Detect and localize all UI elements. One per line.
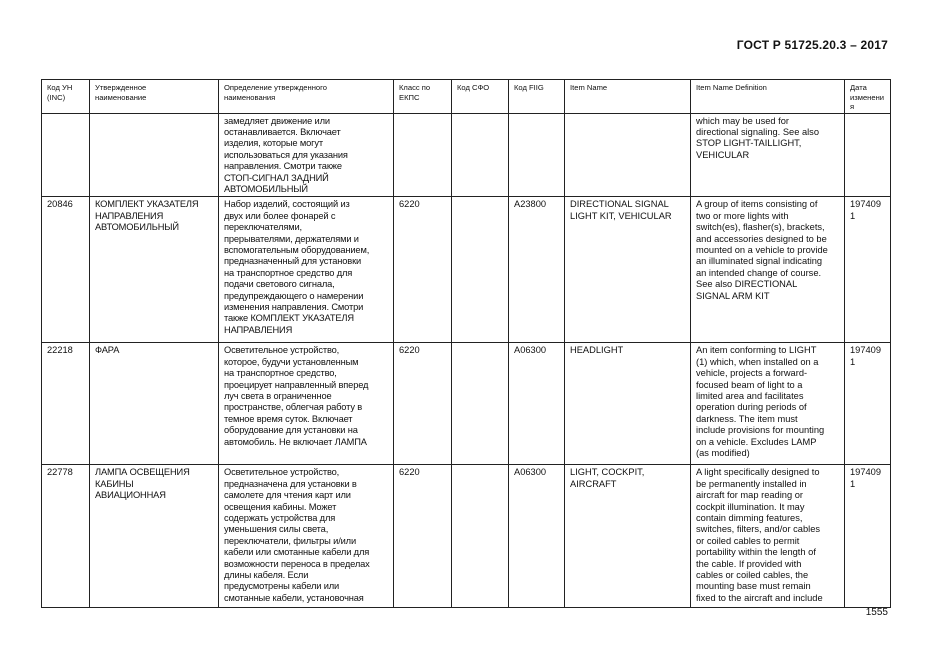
cell-fiig-code: A23800 xyxy=(509,197,565,343)
cell-approved-name-definition: Набор изделий, состоящий из двух или более фонарей с переключателями, прерывателями, держателями и вспомогательным оборудованием, предназначенный для установки на транспортное средство для подачи светового сигнала, предупреждающего о намерении изменения направления. Смотри также КОМПЛЕКТ УКАЗАТЕЛЯ НАПРАВЛЕНИЯ xyxy=(219,197,394,343)
cell-sfo-code xyxy=(452,465,509,608)
cell-item-name: LIGHT, COCKPIT, AIRCRAFT xyxy=(565,465,691,608)
table-row xyxy=(42,343,891,465)
cell-ekps-class: 6220 xyxy=(394,465,452,608)
col-header-sfo-code: Код СФО xyxy=(452,80,509,114)
cell-approved-name-definition: замедляет движение или останавливается. Включает изделия, которые могут использоваться для указания направления. Смотри также СТОП-СИГНАЛ ЗАДНИЙ АВТОМОБИЛЬНЫЙ xyxy=(219,113,394,197)
page-number: 1555 xyxy=(865,607,888,618)
cell-item-name-definition: A light specifically designed to be permanently installed in aircraft for map reading or cockpit illumination. It may contain dimming features, switches, filters, and/or cables or coiled cables to permit portability within the length of the cable. If provided with cables or coiled cables, the mounting base must remain fixed to the aircraft and include xyxy=(691,465,845,608)
cell-item-name-definition: which may be used for directional signaling. See also STOP LIGHT-TAILLIGHT, VEHICULAR xyxy=(691,113,845,197)
col-header-fiig-code: Код FIIG xyxy=(509,80,565,114)
cell-approved-name: ЛАМПА ОСВЕЩЕНИЯ КАБИНЫ АВИАЦИОННАЯ xyxy=(90,465,219,608)
table-row xyxy=(42,197,891,343)
cell-ekps-class: 6220 xyxy=(394,197,452,343)
cell-change-date: 1974091 xyxy=(845,197,891,343)
cell-inc: 20846 xyxy=(42,197,90,343)
table-row xyxy=(42,465,891,608)
col-header-inc: Код УН (INC) xyxy=(42,80,90,114)
col-header-approved-name-definition: Определение утвержденного наименования xyxy=(219,80,394,114)
cell-inc: 22778 xyxy=(42,465,90,608)
cell-fiig-code: A06300 xyxy=(509,465,565,608)
cell-sfo-code xyxy=(452,197,509,343)
cell-approved-name-definition: Осветительное устройство, предназначена для установки в самолете для чтения карт или освещения кабины. Может содержать устройства для уменьшения силы света, переключатели, фильтры и/или кабели или смотанные кабели для возможности переноса в пределах длины кабеля. Если предусмотрены кабели или смотанные кабели, установочная xyxy=(219,465,394,608)
col-header-ekps-class: Класс по ЕКПС xyxy=(394,80,452,114)
cell-change-date: 1974091 xyxy=(845,465,891,608)
col-header-item-name-definition: Item Name Definition xyxy=(691,80,845,114)
cell-ekps-class xyxy=(394,113,452,197)
cell-inc: 22218 xyxy=(42,343,90,465)
cell-approved-name-definition: Осветительное устройство, которое, будучи установленным на транспортное средство, проецирует направленный вперед луч света в ограниченное пространстве, облегчая работу в темное время суток. Включает оборудование для установки на автомобиль. Не включает ЛАМПА xyxy=(219,343,394,465)
cell-inc xyxy=(42,113,90,197)
items-table xyxy=(41,79,891,608)
table-row xyxy=(42,113,891,197)
cell-sfo-code xyxy=(452,113,509,197)
cell-change-date: 1974091 xyxy=(845,343,891,465)
cell-approved-name: КОМПЛЕКТ УКАЗАТЕЛЯ НАПРАВЛЕНИЯ АВТОМОБИЛЬНЫЙ xyxy=(90,197,219,343)
cell-change-date xyxy=(845,113,891,197)
cell-approved-name xyxy=(90,113,219,197)
cell-item-name: HEADLIGHT xyxy=(565,343,691,465)
cell-fiig-code: A06300 xyxy=(509,343,565,465)
cell-approved-name: ФАРА xyxy=(90,343,219,465)
cell-ekps-class: 6220 xyxy=(394,343,452,465)
col-header-item-name: Item Name xyxy=(565,80,691,114)
cell-item-name xyxy=(565,113,691,197)
table-header-row xyxy=(42,80,891,114)
col-header-approved-name: Утвержденное наименование xyxy=(90,80,219,114)
col-header-change-date: Дата изменения xyxy=(845,80,891,114)
document-standard-header: ГОСТ Р 51725.20.3 – 2017 xyxy=(736,38,888,52)
cell-item-name: DIRECTIONAL SIGNAL LIGHT KIT, VEHICULAR xyxy=(565,197,691,343)
cell-item-name-definition: An item conforming to LIGHT (1) which, when installed on a vehicle, projects a forward- focused beam of light to a limited area and facilitates operation during periods of darkness. The item must include provisions for mounting on a vehicle. Excludes LAMP (as modified) xyxy=(691,343,845,465)
cell-fiig-code xyxy=(509,113,565,197)
cell-sfo-code xyxy=(452,343,509,465)
cell-item-name-definition: A group of items consisting of two or more lights with switch(es), flasher(s), brackets, and accessories designed to be mounted on a vehicle to provide an illuminated signal indicating an intended change of course. See also DIRECTIONAL SIGNAL ARM KIT xyxy=(691,197,845,343)
